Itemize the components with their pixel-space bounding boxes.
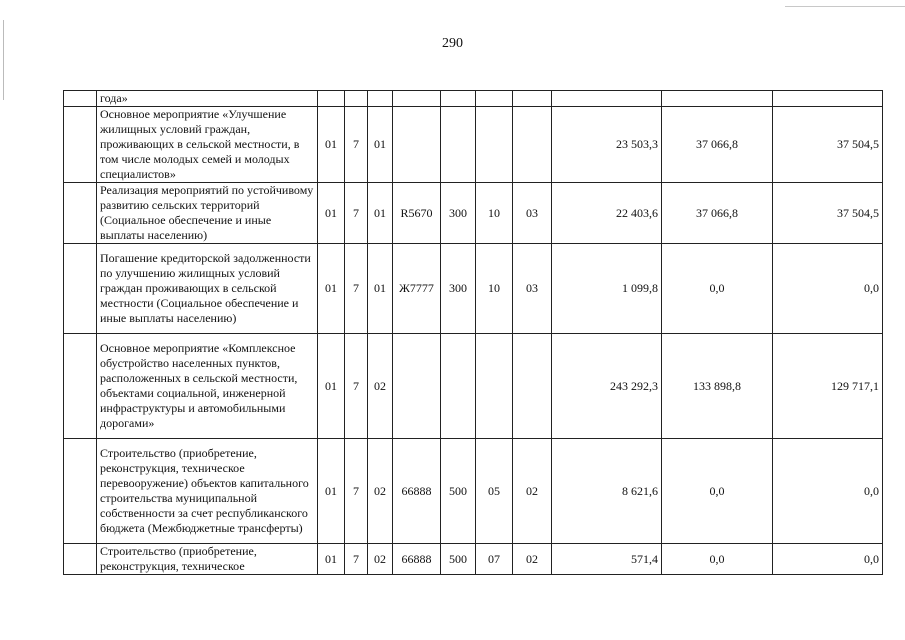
amount-year-1: 571,4 <box>552 544 662 575</box>
row-name-cell <box>97 107 318 183</box>
code-program: 01 <box>318 544 345 575</box>
amount-year-1 <box>552 91 662 107</box>
code-direction <box>393 334 441 439</box>
code-expense-type: 300 <box>441 183 476 244</box>
code-expense-type: 300 <box>441 244 476 334</box>
code-section: 10 <box>476 183 513 244</box>
code-program <box>318 91 345 107</box>
row-name-cell <box>97 439 318 544</box>
code-program: 01 <box>318 334 345 439</box>
row-index-cell <box>64 91 97 107</box>
scan-edge-line <box>3 20 4 100</box>
table-row <box>64 544 883 575</box>
code-section <box>476 91 513 107</box>
scan-top-line <box>785 6 905 7</box>
code-subsection <box>513 91 552 107</box>
row-index-cell <box>64 439 97 544</box>
code-expense-type: 500 <box>441 439 476 544</box>
row-name: Строительство (приобретение, реконструкция, техническое <box>100 544 257 573</box>
budget-table <box>63 90 883 575</box>
code-section: 05 <box>476 439 513 544</box>
code-direction: Ж7777 <box>393 244 441 334</box>
amount-year-2: 133 898,8 <box>662 334 773 439</box>
amount-year-3 <box>773 91 883 107</box>
code-section <box>476 107 513 183</box>
table-row <box>64 183 883 244</box>
code-direction <box>393 91 441 107</box>
code-subsection: 03 <box>513 244 552 334</box>
code-event: 02 <box>368 334 393 439</box>
amount-year-2: 37 066,8 <box>662 183 773 244</box>
code-direction: 66888 <box>393 544 441 575</box>
code-program: 01 <box>318 183 345 244</box>
code-subprogram: 7 <box>345 107 368 183</box>
code-subprogram: 7 <box>345 183 368 244</box>
code-subsection: 02 <box>513 544 552 575</box>
amount-year-3: 0,0 <box>773 544 883 575</box>
amount-year-1: 22 403,6 <box>552 183 662 244</box>
row-name-cell <box>97 334 318 439</box>
row-index-cell <box>64 544 97 575</box>
row-index-cell <box>64 334 97 439</box>
code-event: 02 <box>368 544 393 575</box>
code-direction: R5670 <box>393 183 441 244</box>
row-name: Погашение кредиторской задолженности по улучшению жилищных условий граждан проживающих в сельской местности (Социальное обеспечение и иные выплаты населению) <box>100 251 311 325</box>
code-program: 01 <box>318 244 345 334</box>
code-subprogram: 7 <box>345 244 368 334</box>
amount-year-3: 37 504,5 <box>773 183 883 244</box>
code-subsection <box>513 334 552 439</box>
amount-year-3: 129 717,1 <box>773 334 883 439</box>
code-expense-type: 500 <box>441 544 476 575</box>
code-subprogram: 7 <box>345 439 368 544</box>
code-event: 01 <box>368 107 393 183</box>
row-name-cell <box>97 183 318 244</box>
table-row <box>64 91 883 107</box>
row-name: Строительство (приобретение, реконструкция, техническое перевооружение) объектов капитального строительства муниципальной собственности за счет республиканского бюджета (Межбюджетные трансферты) <box>100 446 309 535</box>
code-subsection: 03 <box>513 183 552 244</box>
amount-year-2: 0,0 <box>662 544 773 575</box>
row-name-cell <box>97 544 318 575</box>
code-direction: 66888 <box>393 439 441 544</box>
code-event: 01 <box>368 244 393 334</box>
amount-year-1: 1 099,8 <box>552 244 662 334</box>
table-row <box>64 244 883 334</box>
code-subprogram <box>345 91 368 107</box>
row-name: Основное мероприятие «Комплексное обустройство населенных пунктов, расположенных в сельской местности, объектами социальной, инженерной инфраструктуры и автомобильными дорогами» <box>100 341 298 430</box>
code-expense-type <box>441 107 476 183</box>
code-event <box>368 91 393 107</box>
table-row <box>64 334 883 439</box>
row-name: года» <box>100 91 128 105</box>
row-name: Реализация мероприятий по устойчивому развитию сельских территорий (Социальное обеспечение и иные выплаты населению) <box>100 183 314 242</box>
code-subsection: 02 <box>513 439 552 544</box>
amount-year-2: 0,0 <box>662 439 773 544</box>
amount-year-3: 37 504,5 <box>773 107 883 183</box>
amount-year-1: 8 621,6 <box>552 439 662 544</box>
amount-year-1: 243 292,3 <box>552 334 662 439</box>
amount-year-2: 37 066,8 <box>662 107 773 183</box>
row-name-cell <box>97 91 318 107</box>
row-index-cell <box>64 244 97 334</box>
code-program: 01 <box>318 439 345 544</box>
row-index-cell <box>64 183 97 244</box>
code-subsection <box>513 107 552 183</box>
table-row <box>64 107 883 183</box>
amount-year-2: 0,0 <box>662 244 773 334</box>
code-expense-type <box>441 334 476 439</box>
code-subprogram: 7 <box>345 334 368 439</box>
code-event: 01 <box>368 183 393 244</box>
code-section: 10 <box>476 244 513 334</box>
code-subprogram: 7 <box>345 544 368 575</box>
table-row <box>64 439 883 544</box>
page-number: 290 <box>442 36 463 51</box>
row-name-cell <box>97 244 318 334</box>
row-index-cell <box>64 107 97 183</box>
row-name: Основное мероприятие «Улучшение жилищных условий граждан, проживающих в сельской местности, в том числе молодых семей и молодых специалистов» <box>100 107 300 181</box>
code-program: 01 <box>318 107 345 183</box>
code-expense-type <box>441 91 476 107</box>
code-section: 07 <box>476 544 513 575</box>
amount-year-3: 0,0 <box>773 244 883 334</box>
code-event: 02 <box>368 439 393 544</box>
amount-year-1: 23 503,3 <box>552 107 662 183</box>
amount-year-3: 0,0 <box>773 439 883 544</box>
code-section <box>476 334 513 439</box>
amount-year-2 <box>662 91 773 107</box>
code-direction <box>393 107 441 183</box>
